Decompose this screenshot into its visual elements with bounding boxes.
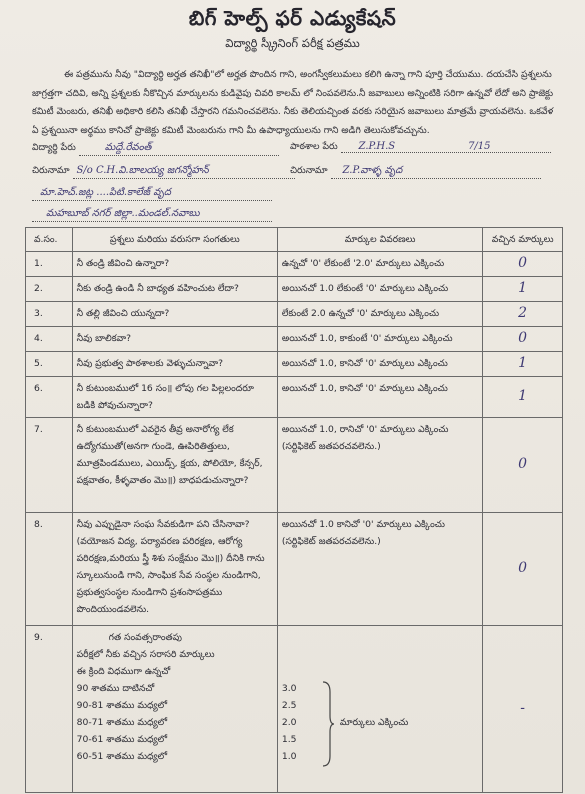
row-question: నీ తల్లి జీవించి యున్నదా? — [72, 302, 277, 327]
student-name-value[interactable]: మద్దే.రేవంత్ — [104, 142, 152, 153]
student-name-row — [32, 141, 279, 156]
row-marks-rule: అయినచో 1.0 లేకుంటే '0' మార్కులు ఎక్కించు — [277, 277, 482, 302]
row-number: 8. — [26, 513, 73, 626]
row-marks-rule: అయినచో 1.0, కానిచో '0' మార్కులు ఎక్కించు — [277, 352, 482, 377]
col-header-question: ప్రశ్నలు మరియు వరుసగా సంగతులు — [72, 228, 277, 252]
row-marks-rule: అయినచో 1.0, రానిచో '0' మార్కులు ఎక్కించు (సర్టిఫికెట్ జతపరచవలెను.) — [277, 418, 482, 513]
screening-table — [25, 227, 563, 793]
address-line3-value[interactable]: మా.హెచ్.జట్ల ....పిటి.కాలేజ్ వృద — [40, 187, 171, 198]
row-marks-rule: అయినచో 1.0, కాకుంటే '0' మార్కులు ఎక్కించు — [277, 327, 482, 352]
row-question: నీ తండ్రి జీవించి ఉన్నారా? — [72, 252, 277, 277]
school-name-label: పాఠశాల పేరు — [290, 141, 338, 152]
row-question: నీకు తండ్రి ఉండి నీ బాధ్యత వహించుట లేదా? — [72, 277, 277, 302]
row-score[interactable]: - — [520, 700, 525, 716]
address-line4-value[interactable]: మహబూబ్ నగర్ జిల్లా..మండల్.నవాబు — [46, 208, 200, 219]
row-number: 6. — [26, 377, 73, 418]
table-row — [26, 352, 563, 377]
grade-scale: 3.0 2.5 2.0 1.5 1.0 — [281, 683, 297, 762]
row-question: గత సంవత్సరాంతపు పరీక్షలో నీకు వచ్చిన సరాసరి మార్కులు ఈ క్రింది విధముగా ఉన్నచో 90 శాతము దాటినచో 90-81 శాతము మధ్యలో 80-71 శాతము మధ్యలో 70-61 శాతము మధ్యలో 60-51 శాతము మధ్యలో — [72, 626, 277, 793]
row-number: 9. — [26, 626, 73, 793]
table-row — [26, 302, 563, 327]
row-marks-rule: అయినచో 1.0 కానిచో '0' మార్కులు ఎక్కించు (సర్టిఫికెట్ జతపరచవలెను.) — [277, 513, 482, 626]
table-row — [26, 252, 563, 277]
row-question: నీవు బాలికవా? — [72, 327, 277, 352]
row-question: నీవు ప్రభుత్వ పాఠశాలకు వెళ్ళుచున్నావా? — [72, 352, 277, 377]
row-score[interactable]: 2 — [518, 305, 528, 321]
address-label: చిరునామా — [32, 165, 70, 176]
brace-icon — [320, 680, 336, 768]
col-header-score: వచ్చిన మార్కులు — [483, 228, 563, 252]
table-row — [26, 418, 563, 513]
address2-row — [290, 164, 541, 179]
table-header-row — [26, 228, 563, 252]
row-number: 3. — [26, 302, 73, 327]
row-score[interactable]: 1 — [518, 280, 528, 296]
school-name-row — [290, 141, 551, 154]
row-marks-rule: లేకుంటే 2.0 ఉన్నచో '0' మార్కులు ఎక్కించు — [277, 302, 482, 327]
address2-label: చిరునామా — [290, 165, 328, 176]
address-line4-row — [32, 207, 272, 222]
row-score[interactable]: 0 — [518, 255, 528, 271]
address2-value[interactable]: Z.P.వాళ్ళ వృద — [342, 165, 403, 176]
col-header-marks-detail: మార్కుల వివరణలు — [277, 228, 482, 252]
address-line3-row — [32, 186, 272, 201]
form-title: బిగ్ హెల్ప్ ఫర్ ఎడ్యుకేషన్ — [188, 6, 397, 30]
row-marks-rule: 3.0 2.5 2.0 1.5 1.0 మార్కులు ఎక్కించు — [277, 626, 482, 793]
row-number: 4. — [26, 327, 73, 352]
class-value[interactable]: 7/15 — [468, 141, 491, 152]
row-score[interactable]: 0 — [518, 456, 528, 472]
row-score[interactable]: 1 — [518, 388, 528, 404]
row-number: 5. — [26, 352, 73, 377]
address-row — [32, 164, 295, 179]
instructions-paragraph: ఈ పత్రమును నీవు "విద్యార్థి అర్హత తనిఖీ"లో అర్హత పొందిన గాని, అంగస్వీకలుమలు కలిగి ఉన్నా గాని పూర్తి చేయుము. దయచేసి ప్రశ్నలను జాగ్రత్తగా చదివి, అన్ని ప్రశ్నలకు నీకొచ్చిన మార్కులను కుడివైపు చివరి కాలమ్ లో నింపవలెను.నీ జవాబులు అన్నింటికి సరిగా ఉన్నవో లేదో అని ప్రాజెక్టు కమిటీ మెంబరు, తనిఖీ అధికారి కలిసి తనిఖీ చేస్తారని గమనించవలెను. నీకు తెలియచ్చింత వరకు సరియైన జవాబులు మాత్రమే వ్రాయవలెను. ఒకవేళ ఏ ప్రశ్నయినా అర్థము కానిచో ప్రాజెక్టు కమిటీ మెంబరును గాని మీ ఉపాధ్యాయులను గాని అడిగి తెలుసుకోవచ్చును. — [32, 69, 554, 136]
school-name-value[interactable]: Z.P.H.S — [358, 141, 396, 152]
row-score[interactable]: 0 — [518, 330, 528, 346]
row-number: 7. — [26, 418, 73, 513]
form-subtitle: విద్యార్థి స్క్రీనింగ్ పరీక్ష పత్రము — [225, 36, 360, 50]
table-row — [26, 626, 563, 793]
row-marks-rule: అయినచో 1.0, కానిచో '0' మార్కులు ఎక్కించు — [277, 377, 482, 418]
address-value[interactable]: S/o C.H.వి.బాలయ్య జగన్మోహన్ — [76, 165, 209, 176]
table-row — [26, 327, 563, 352]
student-name-label: విద్యార్థి పేరు — [32, 142, 76, 153]
row-score[interactable]: 1 — [518, 355, 528, 371]
table-row — [26, 513, 563, 626]
table-row — [26, 377, 563, 418]
row-marks-rule: ఉన్నచో '0' లేకుంటే '2.0' మార్కులు ఎక్కించు — [277, 252, 482, 277]
table-row — [26, 277, 563, 302]
row-question: నీ కుటుంబములో ఎవరైన తీవ్ర అనారోగ్య లేక ఉద్యోగముతో(అనగా గుండె, ఊపిరితిత్తులు, మూత్రపిండములు, ఎయిడ్స్, క్షయ, పోలియో, కేన్సర్, పక్షవాతం, కీళ్ళవాతం మొ॥) బాధపడుచున్నారా? — [72, 418, 277, 513]
row-number: 2. — [26, 277, 73, 302]
row-question: నీ కుటుంబములో 16 సం॥ లోపు గల పిల్లలందరూ బడికి పోవుచున్నారా? — [72, 377, 277, 418]
col-header-no: వ.సం. — [26, 228, 73, 252]
row-question: నీవు ఎప్పుడైనా సంఘ సేవకుడిగా పని చేసినావా? (వయోజన విద్య, పర్యావరణ పరిరక్షణ, ఆరోగ్య పరిరక్షణ,మరియు స్త్రీ శిశు సంక్షేమం మొ॥) దీనికి గాను స్కూలునుండి గాని, సాంఘిక సేవ సంస్థల నుండిగాని, ప్రభుత్వసంస్థల నుండిగాని ప్రశంసాపత్రము పొందియుండవలెను. — [72, 513, 277, 626]
row-number: 1. — [26, 252, 73, 277]
row-score[interactable]: 0 — [518, 560, 528, 576]
